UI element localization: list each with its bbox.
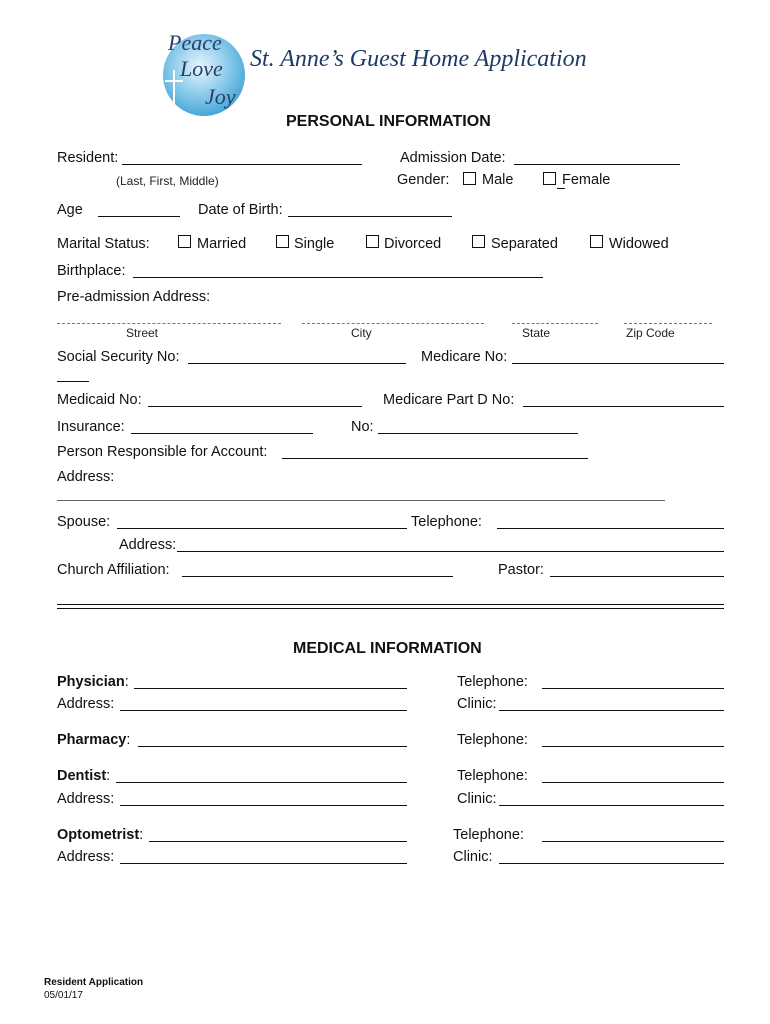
logo-word-love: Love (180, 56, 223, 81)
dentist-clinic-field[interactable] (499, 805, 724, 806)
medicare-part-d-label: Medicare Part D No: (383, 392, 515, 408)
preadmission-address-label: Pre-admission Address: (57, 289, 211, 305)
street-caption: Street (126, 326, 159, 340)
spouse-address-field[interactable] (177, 551, 724, 552)
gender-male-checkbox[interactable] (463, 172, 476, 185)
ssn-label: Social Security No: (57, 349, 180, 365)
logo-word-peace: Peace (168, 30, 222, 55)
gender-male-label: Male (482, 172, 514, 188)
spouse-label: Spouse: (57, 514, 111, 530)
physician-telephone-field[interactable] (542, 688, 724, 689)
physician-telephone-label: Telephone: (457, 674, 528, 690)
physician-clinic-label: Clinic: (457, 696, 497, 712)
dob-field[interactable] (288, 216, 452, 217)
physician-address-field[interactable] (120, 710, 407, 711)
marital-separated-label: Separated (491, 236, 558, 252)
marital-status-label: Marital Status: (57, 236, 150, 252)
dob-label: Date of Birth: (198, 202, 283, 218)
admission-date-field[interactable] (514, 164, 680, 165)
pharmacy-field[interactable] (138, 746, 407, 747)
dentist-field[interactable] (116, 782, 407, 783)
logo-word-joy: Joy (205, 84, 236, 109)
physician-field[interactable] (134, 688, 407, 689)
pharmacy-telephone-label: Telephone: (457, 732, 528, 748)
pastor-field[interactable] (550, 576, 724, 577)
optometrist-telephone-label: Telephone: (453, 827, 524, 843)
city-caption: City (351, 326, 372, 340)
preadmission-street-field[interactable] (57, 323, 281, 324)
dentist-label-text: Dentist (57, 768, 107, 784)
optometrist-clinic-label: Clinic: (453, 849, 493, 865)
preadmission-city-field[interactable] (302, 323, 484, 324)
marital-widowed-label: Widowed (609, 236, 669, 252)
footer-title: Resident Application (44, 977, 144, 988)
responsible-address-field[interactable] (57, 500, 665, 501)
zip-caption: Zip Code (626, 326, 675, 340)
responsible-address-label: Address: (57, 469, 115, 485)
preadmission-state-field[interactable] (512, 323, 598, 324)
dentist-clinic-label: Clinic: (457, 791, 497, 807)
optometrist-field[interactable] (149, 841, 407, 842)
marital-single-label: Single (294, 236, 335, 252)
physician-address-label: Address: (57, 696, 115, 712)
church-label: Church Affiliation: (57, 562, 170, 578)
church-field[interactable] (182, 576, 453, 577)
insurance-field[interactable] (131, 433, 313, 434)
medicare-field-continued[interactable] (57, 381, 89, 382)
optometrist-colon: : (139, 827, 144, 843)
pharmacy-label-text: Pharmacy (57, 732, 127, 748)
footer-date: 05/01/17 (44, 990, 83, 1001)
dentist-colon: : (106, 768, 111, 784)
marital-married-label: Married (197, 236, 247, 252)
optometrist-telephone-field[interactable] (542, 841, 724, 842)
responsible-person-field[interactable] (282, 458, 588, 459)
personal-section-heading: PERSONAL INFORMATION (286, 113, 491, 130)
optometrist-address-label: Address: (57, 849, 115, 865)
medicare-field[interactable] (512, 363, 724, 364)
section-divider-top (57, 604, 724, 605)
insurance-label: Insurance: (57, 419, 125, 435)
marital-widowed-checkbox[interactable] (590, 235, 603, 248)
gender-label: Gender: (397, 172, 450, 188)
physician-label-text: Physician (57, 674, 125, 690)
spouse-field[interactable] (117, 528, 407, 529)
optometrist-address-field[interactable] (120, 863, 407, 864)
responsible-person-label: Person Responsible for Account: (57, 444, 268, 460)
physician-label (57, 674, 129, 690)
gender-female-label: Female (562, 172, 611, 188)
optometrist-clinic-field[interactable] (499, 863, 724, 864)
medicaid-field[interactable] (148, 406, 362, 407)
preadmission-zip-field[interactable] (624, 323, 712, 324)
dentist-telephone-field[interactable] (542, 782, 724, 783)
age-field[interactable] (98, 216, 180, 217)
dentist-telephone-label: Telephone: (457, 768, 528, 784)
marital-divorced-checkbox[interactable] (366, 235, 379, 248)
dentist-address-label: Address: (57, 791, 115, 807)
gender-female-underline (557, 188, 565, 189)
medicare-label: Medicare No: (421, 349, 508, 365)
dentist-address-field[interactable] (120, 805, 407, 806)
optometrist-label-text: Optometrist (57, 827, 140, 843)
form-title: St. Anne’s Guest Home Application (250, 46, 587, 72)
birthplace-field[interactable] (133, 277, 543, 278)
medical-section-heading: MEDICAL INFORMATION (293, 640, 482, 657)
dentist-label (57, 768, 110, 784)
marital-married-checkbox[interactable] (178, 235, 191, 248)
insurance-number-field[interactable] (378, 433, 578, 434)
pharmacy-telephone-field[interactable] (542, 746, 724, 747)
medicare-part-d-field[interactable] (523, 406, 724, 407)
section-divider-bottom (57, 608, 724, 609)
ssn-field[interactable] (188, 363, 406, 364)
pharmacy-label (57, 732, 130, 748)
birthplace-label: Birthplace: (57, 263, 126, 279)
resident-label: Resident: (57, 150, 119, 166)
pharmacy-colon: : (126, 732, 131, 748)
age-label: Age (57, 202, 83, 218)
physician-clinic-field[interactable] (499, 710, 724, 711)
pastor-label: Pastor: (498, 562, 544, 578)
resident-field[interactable] (122, 164, 362, 165)
admission-date-label: Admission Date: (400, 150, 506, 166)
gender-female-checkbox[interactable] (543, 172, 556, 185)
physician-colon: : (124, 674, 129, 690)
state-caption: State (522, 326, 551, 340)
spouse-telephone-label: Telephone: (411, 514, 482, 530)
spouse-address-label: Address: (119, 537, 177, 553)
medicaid-label: Medicaid No: (57, 392, 142, 408)
insurance-number-label: No: (351, 419, 374, 435)
marital-single-checkbox[interactable] (276, 235, 289, 248)
spouse-telephone-field[interactable] (497, 528, 724, 529)
optometrist-label (57, 827, 143, 843)
resident-hint: (Last, First, Middle) (116, 174, 219, 188)
marital-divorced-label: Divorced (384, 236, 442, 252)
marital-separated-checkbox[interactable] (472, 235, 485, 248)
